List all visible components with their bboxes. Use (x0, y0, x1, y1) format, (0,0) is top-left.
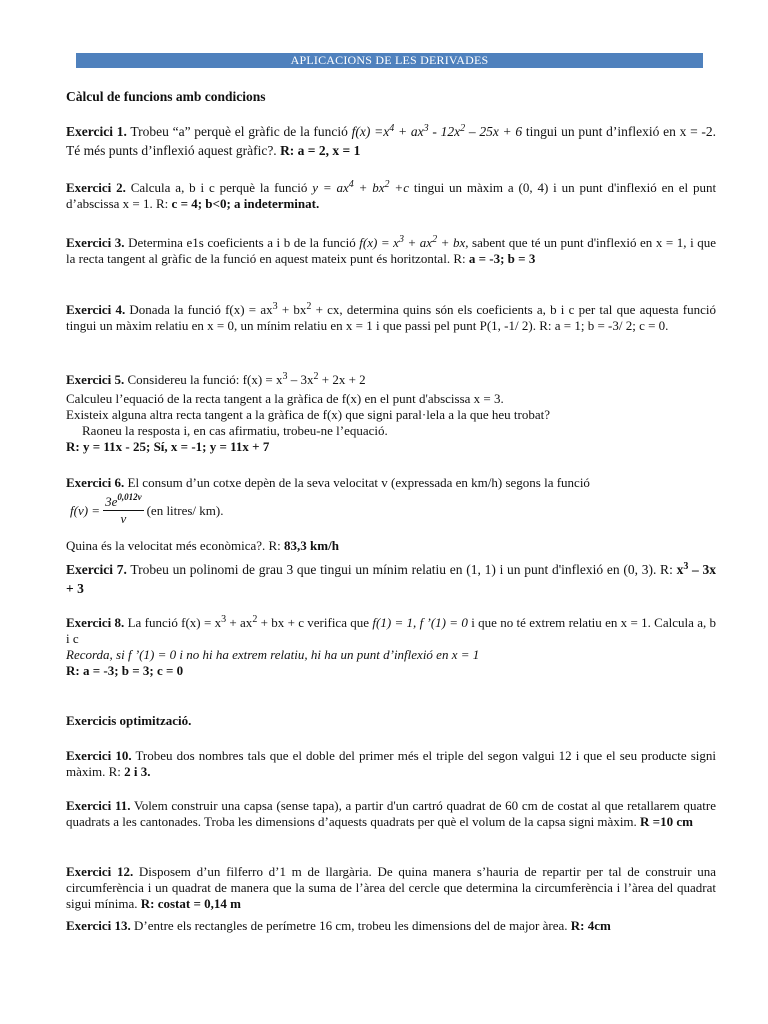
exercise-3-function: $f(x) = x^3 + ax^2$ + bx, (359, 234, 469, 250)
exercise-4-label: Exercici 4. (66, 302, 126, 317)
exercise-6-formula (66, 494, 716, 527)
exercise-2-answer: c = 4; b<0; a indeterminat. (171, 196, 320, 211)
exercise-2-text-2: tingui un màxim a (0, 4) i un punt d'inflexió en el punt d’abscissa x = 1. R: (66, 180, 717, 211)
exercise-8-answer: R: a = -3; b = 3; c = 0 (66, 663, 184, 678)
exercise-6-question: Quina és la velocitat més econòmica?. R: 83,3 km/h (66, 538, 339, 553)
exercise-7-text: Trobeu un polinomi de grau 3 que tingui un mínim relatiu en (1, 1) i un punt d'inflexió en (0, 3). R: (130, 562, 673, 577)
formula-units: (en litres/ km). (146, 502, 224, 518)
exercise-3-answer: a = -3; b = 3 (468, 251, 536, 266)
exercise-12-answer: R: costat = 0,14 m (140, 896, 241, 911)
exercise-5-statement: Exercici 5. Considereu la funció: $f(x) = x^3 - 3x^2 + 2x + 2$ (66, 371, 366, 387)
exercise-1-function: $f(x) =x^4 + ax^3 - 12x^2 - 25x + 6$ (351, 123, 523, 139)
exercise-2-text: Calcula a, b i c perquè la funció (130, 180, 308, 195)
exercise-2 (66, 180, 716, 212)
exercise-1-answer: R: a = 2, x = 1 (280, 143, 361, 158)
exercise-5-part-b: Existeix alguna altra recta tangent a la gràfica de f(x) que signi paral·lela a la que heu trobat? (66, 407, 551, 422)
exercise-4 (66, 302, 716, 334)
exercise-13-text: D’entre els rectangles de perímetre 16 cm, trobeu les dimensions del de major àrea. (134, 918, 568, 933)
exercise-3 (66, 235, 716, 267)
exercise-6-text: El consum d’un cotxe depèn de la seva velocitat v (expressada en km/h) segons la funció (127, 475, 590, 490)
exercise-4-text: Donada la funció $f(x) = ax^3 + bx^2$ + cx, determina quins són els coeficients a, b i c per tal que aquesta funció tingui un màxim relatiu en x = 0, un mínim relatiu en x = 1 i que passi pel punt P(1, -1/ 2). R: a = 1; b = -3/ 2; c = 0. (66, 301, 716, 333)
exercise-5-part-c: Raoneu la resposta i, en cas afirmatiu, trobeu-ne l’equació. (82, 423, 388, 438)
exercise-1-text: Trobeu “a” perquè el gràfic de la funció (130, 124, 348, 139)
exercise-1-text-2: tingui un punt d’inflexió en x = -2. Té més punts d’inflexió aquest gràfic?. (66, 124, 717, 158)
exercise-6-label: Exercici 6. (66, 475, 125, 490)
exercise-6-answer: 83,3 km/h (284, 538, 339, 553)
exercise-2-function: $y = ax^4 + bx^2 +c$ (312, 179, 409, 195)
title-banner: APLICACIONS DE LES DERIVADES (76, 53, 703, 68)
exercise-8-statement: Exercici 8. La funció $f(x) = x^3 + ax^2$ + bx + c verifica que f(1) = 1, f ’(1) = 0 i que no té extrem relatiu en x = 1. Calcula a, b i c (66, 614, 717, 646)
exercise-11-text: Volem construir una capsa (sense tapa), a partir d'un cartró quadrat de 60 cm de costat al que retallarem quatre quadrats a les cantonades. Troba les dimensions d’aquests quadrats per què el volum de la capsa signi màxim. (66, 798, 716, 829)
exercise-8 (66, 615, 716, 679)
exercise-10-answer: 2 i 3. (124, 764, 151, 779)
exercise-5 (66, 372, 716, 455)
exercise-3-text: Determina e1s coeficients a i b de la funció (128, 235, 356, 250)
exercise-6 (66, 475, 716, 491)
formula-fraction: $\frac{3e^{0,012v}}{v}$ (105, 492, 142, 526)
exercise-10-label: Exercici 10. (66, 748, 132, 763)
exercise-8-conditions: f(1) = 1, f ’(1) = 0 (372, 615, 468, 630)
exercise-13-answer: R: 4cm (570, 918, 611, 933)
exercise-3-label: Exercici 3. (66, 235, 125, 250)
exercise-13 (66, 918, 716, 934)
formula-lhs: f(v) = (70, 502, 101, 518)
exercise-8-label: Exercici 8. (66, 615, 125, 630)
exercise-7-answer: $x^3 - 3x + 3$ (66, 561, 717, 596)
exercise-7 (66, 560, 716, 598)
exercise-7-label: Exercici 7. (66, 562, 127, 577)
exercise-13-label: Exercici 13. (66, 918, 131, 933)
exercise-3-text-2: sabent que té un punt d'inflexió en x = 1, i que la recta tangent al gràfic de la funció en aquest mateix punt és horitzontal. R: (66, 235, 716, 266)
exercise-11-answer: R =10 cm (640, 814, 693, 829)
exercise-10-text: Trobeu dos nombres tals que el doble del primer més el triple del segon valgui 12 i que el seu producte signi màxim. R: (66, 748, 717, 779)
exercise-5-part-a: Calculeu l’equació de la recta tangent a la gràfica de f(x) en el punt d'abscissa x = 3. (66, 391, 504, 406)
exercise-12-label: Exercici 12. (66, 864, 134, 879)
exercise-11 (66, 798, 716, 830)
exercise-11-label: Exercici 11. (66, 798, 131, 813)
exercise-2-label: Exercici 2. (66, 180, 126, 195)
exercise-5-label: Exercici 5. (66, 372, 125, 387)
exercise-1 (66, 122, 716, 160)
section-heading-conditions: Càlcul de funcions amb condicions (66, 89, 266, 104)
exercise-10 (66, 748, 716, 780)
exercise-12-text: Disposem d’un filferro d’1 m de llargària. De quina manera s’hauria de repartir per tal de construir una circumferència i un quadrat de manera que la suma de l’àrea del cercle que determina la circumferència i l’àrea del quadrat sigui mínima. (66, 864, 716, 911)
exercise-1-label: Exercici 1. (66, 124, 127, 139)
section-heading-optimization: Exercicis optimització. (66, 713, 192, 728)
exercise-12 (66, 864, 716, 912)
exercise-5-answer: R: y = 11x - 25; Sí, x = -1; y = 11x + 7 (66, 439, 270, 454)
exercise-8-note: Recorda, si f ’(1) = 0 i no hi ha extrem relatiu, hi ha un punt d’inflexió en x = 1 (66, 647, 480, 662)
